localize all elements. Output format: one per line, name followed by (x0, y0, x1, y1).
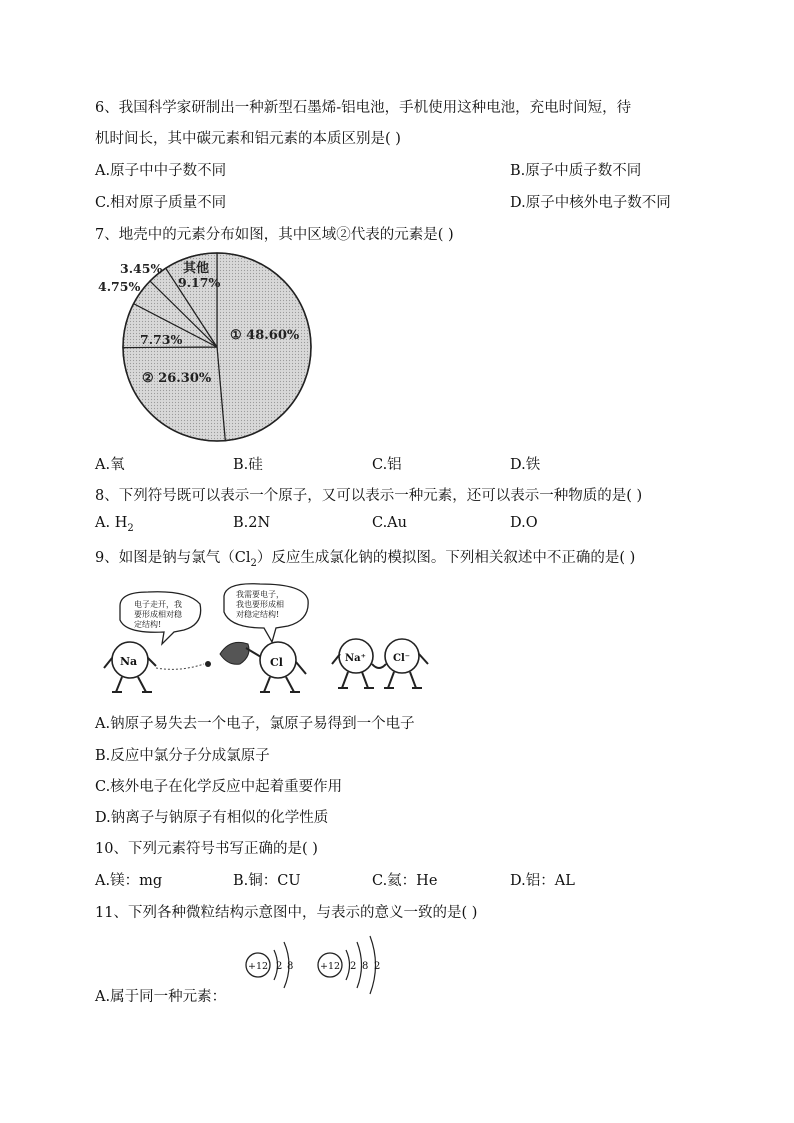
q6-option-a[interactable]: A.原子中中子数不同 (95, 163, 227, 179)
q8-option-a-subscript: 2 (127, 522, 134, 534)
pie-label-4-75: 4.75% (98, 279, 141, 294)
pie-label-7-73: 7.73% (140, 332, 183, 347)
cl-bubble-line3: 对稳定结构! (236, 610, 280, 619)
q8-option-a-text: A. H (95, 515, 128, 531)
na-atom-character (104, 642, 156, 692)
atom1-nucleus: +12 (248, 961, 269, 972)
cl-ion-character (384, 639, 428, 688)
na-atom-label: Na (120, 655, 138, 668)
pie-label-region-1: ① 48.60% (230, 328, 300, 343)
electron-trail (156, 664, 204, 669)
q6-option-c[interactable]: C.相对原子质量不同 (95, 195, 227, 211)
cl-ion-label: Cl⁻ (393, 653, 411, 664)
q7-option-b[interactable]: B.硅 (233, 457, 263, 473)
q10-option-b[interactable]: B.铜：CU (233, 873, 301, 889)
q6-stem-line2: 机时间长，其中碳元素和铝元素的本质区别是( ) (95, 131, 401, 147)
q9-stem (95, 546, 635, 569)
atom2-shell3: 2 (374, 961, 381, 972)
q9-stem-part2: ）反应生成氯化钠的模拟图。下列相关叙述中不正确的是( ) (256, 550, 636, 566)
q8-option-c[interactable]: C.Au (372, 515, 407, 531)
atomic-structure-diagrams (240, 932, 400, 996)
cl-atom-label: Cl (270, 656, 283, 669)
sodium-chlorine-reaction-illustration (100, 582, 440, 700)
q9-option-c[interactable]: C.核外电子在化学反应中起着重要作用 (95, 779, 343, 795)
pie-label-other-name: 其他 (183, 261, 210, 276)
crust-element-pie-chart (90, 248, 350, 448)
cl-speech-bubble (224, 584, 308, 642)
na-bubble-line3: 定结构! (134, 620, 162, 629)
q8-stem: 8、下列符号既可以表示一个原子，又可以表示一种元素，还可以表示一种物质的是( ) (95, 488, 643, 504)
q11-option-a[interactable]: A.属于同一种元素： (95, 989, 227, 1005)
pie-label-3-45: 3.45% (120, 261, 163, 276)
cl-atom-character (260, 642, 306, 692)
q7-option-a[interactable]: A.氧 (95, 457, 125, 473)
q10-stem: 10、下列元素符号书写正确的是( ) (95, 841, 318, 857)
q8-option-b[interactable]: B.2N (233, 515, 271, 531)
cl-bubble-line1: 我需要电子， (236, 590, 284, 599)
cl-bubble-line2: 我也要形成相 (236, 600, 284, 609)
q10-option-d[interactable]: D.铝：AL (510, 873, 575, 889)
pie-slice-1 (217, 253, 311, 441)
pie-label-other-value: 9.17% (178, 275, 221, 290)
q6-option-d[interactable]: D.原子中核外电子数不同 (510, 195, 671, 211)
q7-option-d[interactable]: D.铁 (510, 457, 541, 473)
q9-option-a[interactable]: A.钠原子易失去一个电子，氯原子易得到一个电子 (95, 716, 415, 732)
pie-slice-2 (123, 347, 225, 441)
electron (205, 661, 211, 667)
na-ion-character (332, 639, 374, 688)
atom-diagram-1 (246, 942, 293, 988)
atom1-shell2: 8 (287, 961, 294, 972)
q10-option-a[interactable]: A.镁：mg (95, 873, 163, 889)
pie-label-region-2: ② 26.30% (142, 371, 212, 386)
q6-stem-line1: 6、我国科学家研制出一种新型石墨烯-铝电池，手机使用这种电池，充电时间短，待 (95, 100, 632, 116)
na-bubble-line2: 要形成相对稳 (134, 610, 182, 619)
q7-option-c[interactable]: C.铝 (372, 457, 402, 473)
q9-stem-part1: 9、如图是钠与氯气（Cl (95, 550, 251, 566)
q8-option-d[interactable]: D.O (510, 515, 538, 531)
na-speech-bubble (120, 592, 201, 644)
atom2-shell2: 8 (362, 961, 369, 972)
atom2-shell1: 2 (350, 961, 357, 972)
q11-stem: 11、下列各种微粒结构示意图中，与表示的意义一致的是( ) (95, 905, 478, 921)
atom1-shell1: 2 (276, 961, 283, 972)
q9-option-d[interactable]: D.钠离子与钠原子有相似的化学性质 (95, 810, 329, 826)
q9-stem-subscript: 2 (250, 557, 257, 569)
atom2-nucleus: +12 (320, 961, 341, 972)
q10-option-c[interactable]: C.氦：He (372, 873, 438, 889)
q9-option-b[interactable]: B.反应中氯分子分成氯原子 (95, 748, 270, 764)
na-bubble-line1: 电子走开，我 (134, 600, 182, 609)
na-ion-label: Na⁺ (345, 653, 366, 664)
q7-stem: 7、地壳中的元素分布如图，其中区域②代表的元素是( ) (95, 227, 454, 243)
butterfly-net (220, 642, 266, 664)
holding-hands (372, 664, 386, 668)
q8-option-a[interactable] (95, 515, 134, 534)
atom-diagram-2 (318, 936, 380, 994)
q6-option-b[interactable]: B.原子中质子数不同 (510, 163, 642, 179)
